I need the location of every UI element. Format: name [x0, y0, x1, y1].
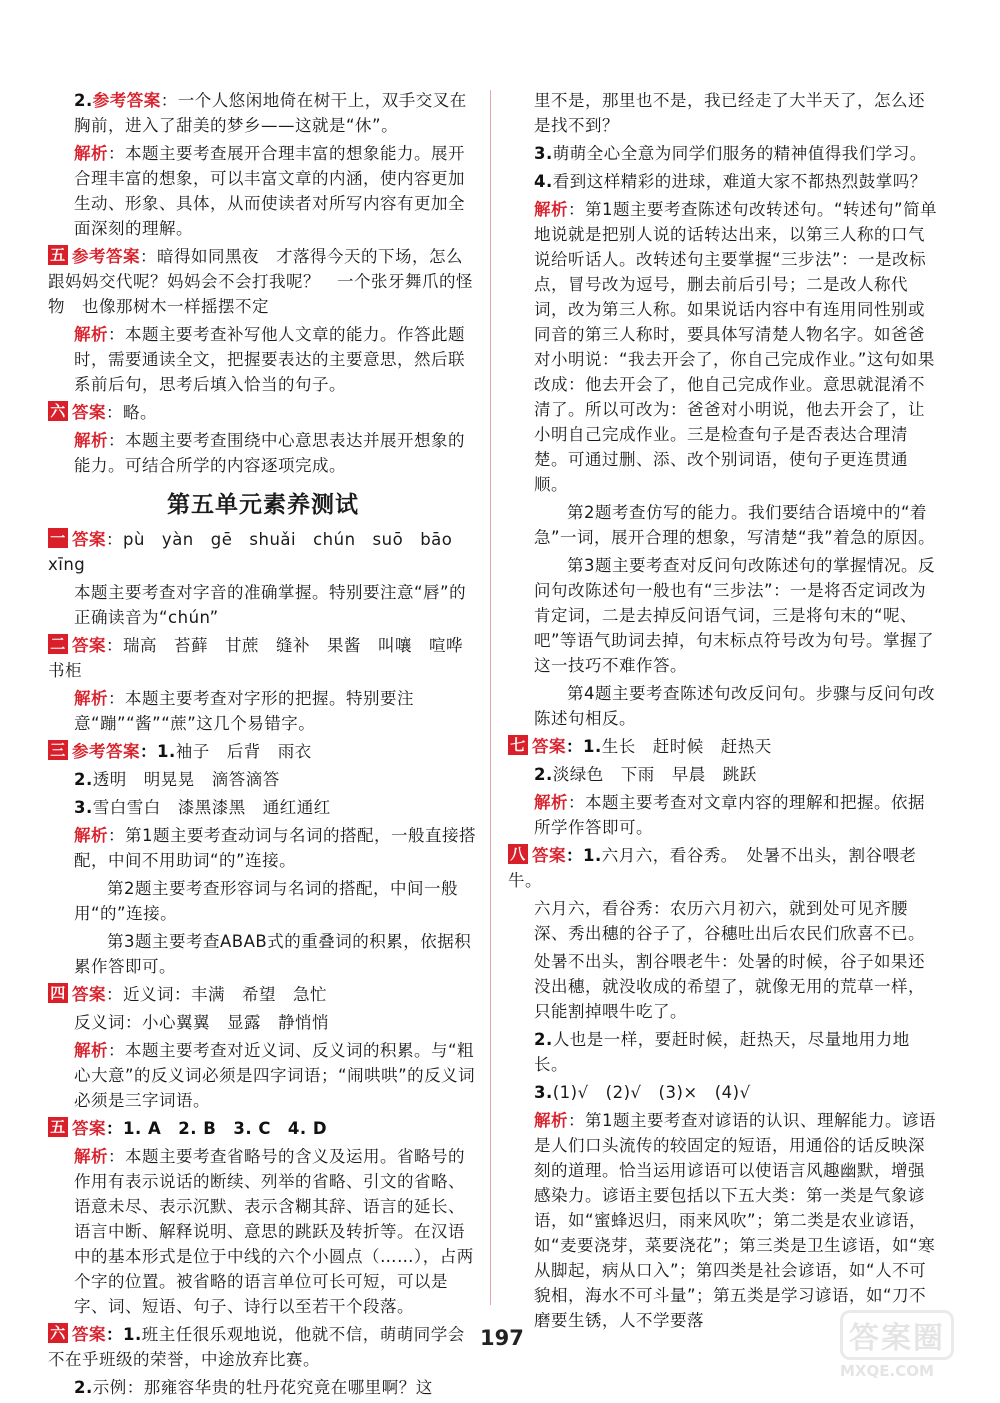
watermark-logo — [840, 1310, 980, 1380]
s7-answer-2: 2.淡绿色 下雨 早晨 跳跃 — [534, 765, 757, 784]
watermark-site: MXQE.COM — [840, 1362, 934, 1380]
s6-answer-2: 2.示例：那雍容华贵的牡丹花究竟在哪里啊？这 — [74, 1378, 433, 1397]
watermark-logo-icon: 答案圈 — [840, 1310, 954, 1360]
s8-explain-1: 六月六，看谷秀：农历六月初六，就到处可见齐腰深、秀出穗的谷子了，谷穗吐出后农民们欣喜不已。 — [534, 899, 925, 943]
section-title: 第五单元素养测试 — [167, 491, 359, 518]
q5-analysis: 解析：本题主要考查补写他人文章的能力。作答此题时，需要通读全文，把握要表达的主要意思，然后联系前后句，思考后填入恰当的句子。 — [74, 325, 465, 394]
s7-analysis: 解析：本题主要考查对文章内容的理解和把握。依据所学作答即可。 — [534, 793, 925, 837]
s5-analysis: 解析：本题主要考查省略号的含义及运用。省略号的作用有表示说话的断续、列举的省略、引文的省略、语意未尽、表示沉默、表示含糊其辞、语言的延长、语言中断、解释说明、意思的跳跃及转折等。在汉语中的基本形式是位于中线的六个小圆点（……），占两个字的位置。被省略的语言单位可长可短，可以是字、词、短语、句子、诗行以至若干个段落。 — [74, 1147, 474, 1316]
q2-answer: 2.参考答案：一个人悠闲地倚在树干上，双手交叉在胸前，进入了甜美的梦乡——这就是“休”。 — [74, 91, 467, 135]
s6-answer-2-cont: 里不是，那里也不是，我已经走了大半天了，怎么还是找不到？ — [534, 91, 925, 135]
section-badge: 六 — [48, 401, 68, 421]
s8-answer-2: 2.人也是一样，要赶时候，赶热天，尽量地用力地长。 — [534, 1030, 910, 1074]
page-number: 197 — [480, 1326, 524, 1350]
q6-answer: 六 答案：略。 — [48, 400, 478, 425]
column-divider — [490, 90, 491, 1305]
section-badge: 五 — [48, 245, 68, 265]
s6-answer-4: 4.看到这样精彩的进球，难道大家不都热烈鼓掌吗？ — [534, 172, 927, 191]
s1-analysis: 本题主要考查对字音的准确掌握。特别要注意“唇”的正确读音为“chún” — [74, 583, 467, 627]
q2-analysis: 解析：本题主要考查展开合理丰富的想象能力。展开合理丰富的想象，可以丰富文章的内涵，使内容更加生动、形象、具体，从而使读者对所写内容有更加全面深刻的理解。 — [74, 144, 465, 238]
s5-answer: 五 答案：1. A 2. B 3. C 4. D — [48, 1116, 478, 1141]
s6-answer: 六 答案：1.班主任很乐观地说，他就不信，萌萌同学会不在乎班级的荣誉，中途放弃比赛。 — [48, 1324, 465, 1369]
s6-answer-3: 3.萌萌全心全意为同学们服务的精神值得我们学习。 — [534, 144, 927, 163]
s8-analysis: 解析：第1题主要考查对谚语的认识、理解能力。谚语是人们口头流传的较固定的短语，用通俗的话反映深刻的道理。恰当运用谚语可以使语言风趣幽默，增强感染力。谚语主要包括以下五大类：第一类是气象谚语，如“蜜蜂迟归，雨来风吹”；第二类是农业谚语，如“麦要浇芽，菜要浇花”；第三类是卫生谚语，如“寒从脚起，病从口入”；第四类是社会谚语，如“人不可貌相，海水不可斗量”；第五类是学习谚语，如“刀不磨要生锈，人不学要落 — [534, 1111, 936, 1330]
s3-answer: 三 参考答案：1.袖子 后背 雨衣 — [48, 739, 478, 764]
s3-analysis-p2: 第2题主要考查形容词与名词的搭配，中间一般用“的”连接。 — [74, 879, 458, 923]
q6-analysis: 解析：本题主要考查围绕中心意思表达并展开想象的能力。可结合所学的内容逐项完成。 — [74, 431, 465, 475]
s6-analysis-p2: 第2题考查仿写的能力。我们要结合语境中的“着急”一词，展开合理的想象，写清楚“我”着急的原因。 — [534, 503, 936, 547]
right-column — [508, 88, 938, 1336]
s8-answer-3: 3.(1)√ (2)√ (3)× (4)√ — [534, 1083, 751, 1102]
section-badge: 三 — [48, 740, 68, 760]
s3-answer-2: 2.透明 明晃晃 滴答滴答 — [74, 770, 280, 789]
left-column — [48, 88, 478, 1403]
section-badge: 二 — [48, 634, 68, 654]
s2-answer: 二 答案：瑞高 苔藓 甘蔗 缝补 果酱 叫嚷 喧哗 书柜 — [48, 635, 480, 680]
s4-answer: 四 答案：近义词：丰满 希望 急忙 — [48, 982, 478, 1007]
s8-explain-2: 处暑不出头，割谷喂老牛：处暑的时候，谷子如果还没出穗，就没收成的希望了，就像无用的荒草一样，只能割掉喂牛吃了。 — [534, 952, 925, 1021]
section-badge: 七 — [508, 735, 528, 755]
s3-analysis-p3: 第3题主要考查ABAB式的重叠词的积累，依据积累作答即可。 — [74, 932, 472, 976]
s3-analysis: 解析：第1题主要考查动词与名词的搭配，一般直接搭配，中间不用助词“的”连接。 — [74, 826, 476, 870]
section-badge: 八 — [508, 844, 528, 864]
section-badge: 六 — [48, 1323, 68, 1343]
s4-answer-2: 反义词：小心翼翼 显露 静悄悄 — [74, 1013, 329, 1032]
s4-analysis: 解析：本题主要考查对近义词、反义词的积累。与“粗心大意”的反义词必须是四字词语；“闹哄哄”的反义词必须是三字词语。 — [74, 1041, 476, 1110]
s8-answer: 八 答案：1.六月六，看谷秀。 处暑不出头，割谷喂老牛。 — [508, 845, 917, 890]
s6-analysis-p4: 第4题主要考查陈述句改反问句。步骤与反问句改陈述句相反。 — [534, 684, 935, 728]
section-badge: 五 — [48, 1117, 68, 1137]
s7-answer: 七 答案：1.生长 赶时候 赶热天 — [508, 734, 938, 759]
s6-analysis: 解析：第1题主要考查陈述句改转述句。“转述句”简单地说就是把别人说的话转达出来，以第三人称的口气说给听话人。改转述句主要掌握“三步法”：一是改标点，冒号改为逗号，删去前后引号；二是改人称代词，改为第三人称。如果说话内容中有连用同性别或同音的第三人称时，要具体写清楚人物名字。如爸爸对小明说：“我去开会了，你自己完成作业。”这句如果改成：他去开会了，他自己完成作业。意思就混淆不清了。所以可改为：爸爸对小明说，他去开会了，让小明自己完成作业。三是检查句子是否表达合理清楚。可通过删、添、改个别词语，使句子更连贯通顺。 — [534, 200, 938, 494]
s3-answer-3: 3.雪白雪白 漆黑漆黑 通红通红 — [74, 798, 331, 817]
s2-analysis: 解析：本题主要考查对字形的把握。特别要注意“蹦”“酱”“蔗”这几个易错字。 — [74, 689, 414, 733]
section-badge: 一 — [48, 528, 68, 548]
s1-answer: 一 答案：pù yàn gē shuǎi chún suō bāo xīng — [48, 529, 470, 574]
q5-answer: 五 参考答案：暗得如同黑夜 才落得今天的下场，怎么跟妈妈交代呢？妈妈会不会打我呢？ 一个张牙舞爪的怪物 也像那树木一样摇摆不定 — [48, 246, 473, 316]
section-badge: 四 — [48, 983, 68, 1003]
s6-analysis-p3: 第3题主要考查对反问句改陈述句的掌握情况。反问句改陈述句一般也有“三步法”：一是将否定词改为肯定词，二是去掉反问语气词，三是将句末的“呢、吧”等语气助词去掉，句末标点符号改为句号。掌握了这一技巧不难作答。 — [534, 556, 935, 675]
